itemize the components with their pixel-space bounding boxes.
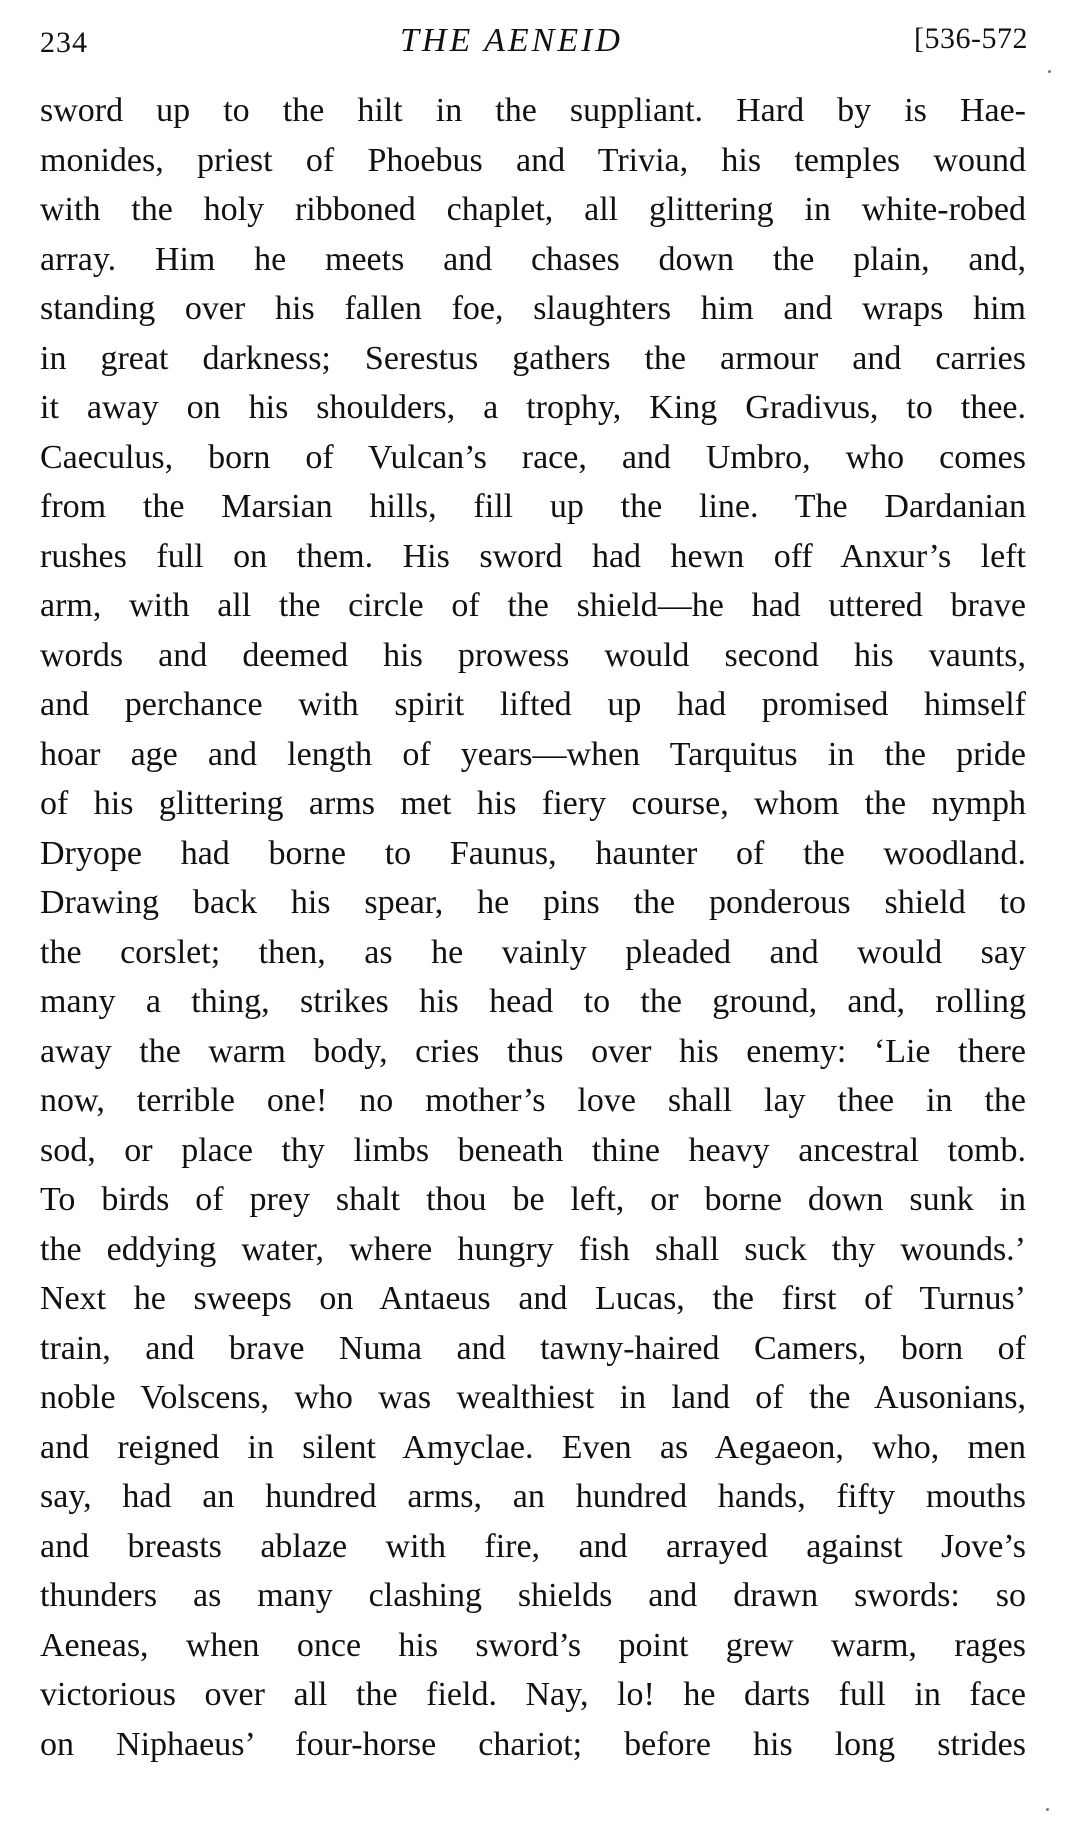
- text-line: rushes full on them. His sword had hewn off Anxur’s left: [40, 537, 1026, 575]
- text-line: monides, priest of Phoebus and Trivia, his temples wound: [40, 141, 1026, 179]
- text-line: sod, or place thy limbs beneath thine heavy ancestral tomb.: [40, 1131, 1026, 1169]
- text-line: Dryope had borne to Faunus, haunter of the woodland.: [40, 834, 1026, 872]
- text-line: and breasts ablaze with fire, and arrayed against Jove’s: [40, 1527, 1026, 1565]
- text-line: arm, with all the circle of the shield—he had uttered brave: [40, 587, 1026, 624]
- text-line: and reigned in silent Amyclae. Even as Aegaeon, who, men: [40, 1428, 1026, 1466]
- text-line: Aeneas, when once his sword’s point grew warm, rages: [40, 1626, 1026, 1664]
- text-line: with the holy ribboned chaplet, all glittering in white-robed: [40, 191, 1026, 228]
- text-line: say, had an hundred arms, an hundred hands, fifty mouths: [40, 1478, 1026, 1515]
- paper-speck: [1048, 70, 1051, 73]
- text-line: train, and brave Numa and tawny-haired Camers, born of: [40, 1329, 1026, 1367]
- text-line: array. Him he meets and chases down the plain, and,: [40, 240, 1026, 278]
- text-line: To birds of prey shalt thou be left, or borne down sunk in: [40, 1181, 1026, 1218]
- text-line: standing over his fallen foe, slaughters him and wraps him: [40, 290, 1026, 327]
- line-range: [536-572: [914, 22, 1028, 55]
- text-line: Drawing back his spear, he pins the ponderous shield to: [40, 884, 1026, 921]
- text-line: of his glittering arms met his fiery course, whom the nymph: [40, 785, 1026, 822]
- running-title: THE AENEID: [400, 22, 623, 59]
- text-line: now, terrible one! no mother’s love shall lay thee in the: [40, 1082, 1026, 1119]
- text-line: on Niphaeus’ four-horse chariot; before his long strides: [40, 1725, 1026, 1763]
- text-line: hoar age and length of years—when Tarquitus in the pride: [40, 735, 1026, 773]
- text-line: many a thing, strikes his head to the ground, and, rolling: [40, 983, 1026, 1020]
- text-line: in great darkness; Serestus gathers the armour and carries: [40, 339, 1026, 377]
- text-line: victorious over all the field. Nay, lo! he darts full in face: [40, 1676, 1026, 1713]
- page-number: 234: [40, 26, 88, 59]
- text-line: Next he sweeps on Antaeus and Lucas, the first of Turnus’: [40, 1280, 1026, 1317]
- text-line: it away on his shoulders, a trophy, King Gradivus, to thee.: [40, 389, 1026, 426]
- text-line: Caeculus, born of Vulcan’s race, and Umbro, who comes: [40, 438, 1026, 476]
- text-line: thunders as many clashing shields and drawn swords: so: [40, 1577, 1026, 1614]
- text-line: the corslet; then, as he vainly pleaded and would say: [40, 933, 1026, 971]
- text-line: the eddying water, where hungry fish shall suck thy wounds.’: [40, 1230, 1026, 1268]
- text-line: sword up to the hilt in the suppliant. Hard by is Hae-: [40, 92, 1026, 129]
- text-line: and perchance with spirit lifted up had promised himself: [40, 686, 1026, 723]
- text-line: noble Volscens, who was wealthiest in land of the Ausonians,: [40, 1379, 1026, 1416]
- running-head: [40, 20, 1028, 70]
- body-text: [40, 86, 1026, 1769]
- text-line: away the warm body, cries thus over his enemy: ‘Lie there: [40, 1032, 1026, 1070]
- paper-speck: [1046, 1808, 1049, 1811]
- text-line: from the Marsian hills, fill up the line. The Dardanian: [40, 488, 1026, 525]
- text-line: words and deemed his prowess would second his vaunts,: [40, 636, 1026, 674]
